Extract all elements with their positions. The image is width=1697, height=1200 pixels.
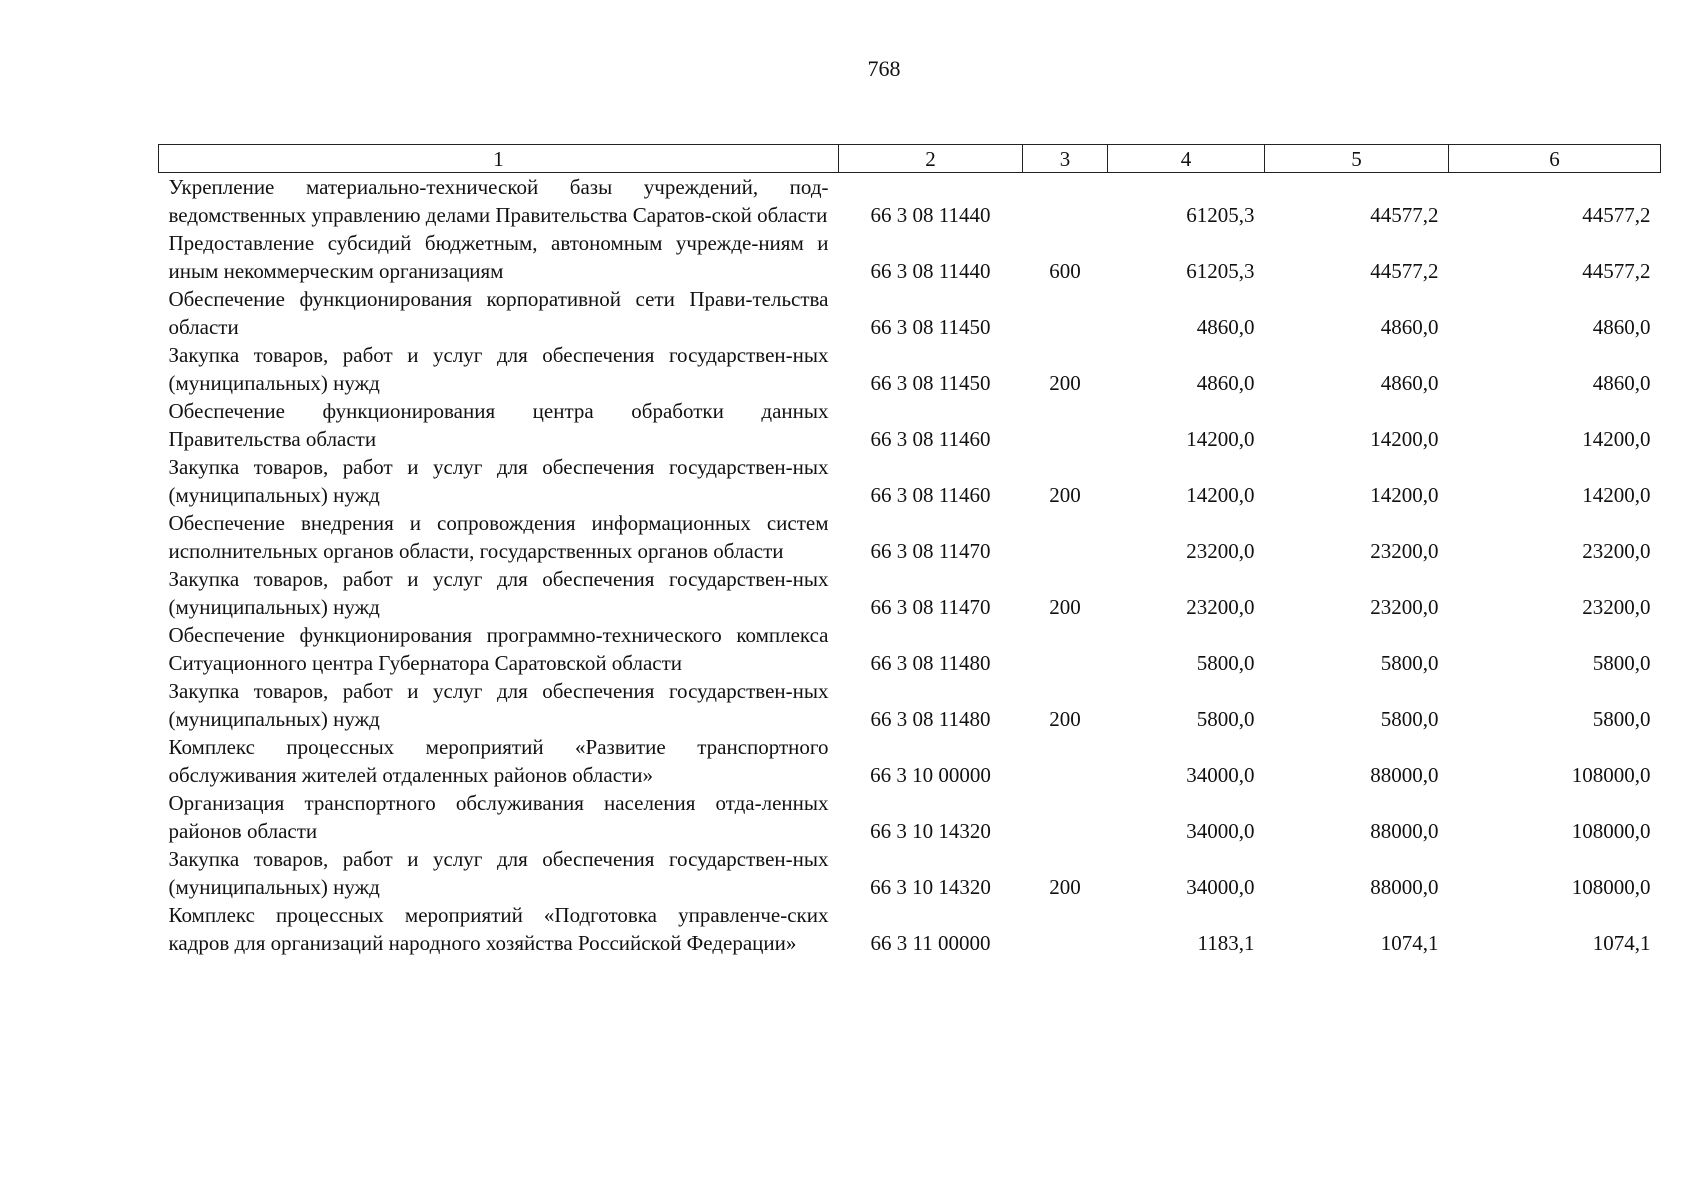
row-value-5: 1074,1 xyxy=(1380,931,1439,955)
row-value-4: 34000,0 xyxy=(1186,875,1255,899)
row-value-6: 108000,0 xyxy=(1571,763,1651,787)
budget-table xyxy=(158,144,1661,957)
table-row xyxy=(159,173,1661,230)
row-name: Укрепление материально-технической базы учреждений, под-ведомственных управлению делами Правительства Саратов-ской области xyxy=(168,175,829,227)
row-code: 66 3 08 11440 xyxy=(870,203,991,227)
table-row xyxy=(159,453,1661,509)
row-value-5: 4860,0 xyxy=(1380,371,1439,395)
row-value-4: 1183,1 xyxy=(1197,931,1255,955)
row-value-5: 23200,0 xyxy=(1370,539,1439,563)
row-value-5: 88000,0 xyxy=(1370,875,1439,899)
row-expense-type: 200 xyxy=(1049,875,1081,899)
row-value-6: 14200,0 xyxy=(1582,427,1651,451)
row-code: 66 3 08 11440 xyxy=(870,259,991,283)
row-expense-type xyxy=(1023,173,1108,230)
row-value-4: 61205,3 xyxy=(1186,259,1255,283)
row-value-6: 23200,0 xyxy=(1582,539,1651,563)
row-name: Комплекс процессных мероприятий «Подготовка управленче-ских кадров для организаций народного хозяйства Российской Федерации» xyxy=(168,903,829,955)
header-col-2: 2 xyxy=(839,145,1023,173)
table-row xyxy=(159,565,1661,621)
row-value-4: 14200,0 xyxy=(1186,483,1255,507)
row-name: Комплекс процессных мероприятий «Развитие транспортного обслуживания жителей отдаленных районов области» xyxy=(168,735,829,787)
row-code: 66 3 08 11460 xyxy=(870,427,991,451)
row-name: Закупка товаров, работ и услуг для обеспечения государствен-ных (муниципальных) нужд xyxy=(168,343,829,395)
row-name: Закупка товаров, работ и услуг для обеспечения государствен-ных (муниципальных) нужд xyxy=(168,847,829,899)
row-value-4: 23200,0 xyxy=(1186,595,1255,619)
table-row xyxy=(159,845,1661,901)
row-expense-type xyxy=(1023,285,1108,341)
row-value-4: 5800,0 xyxy=(1196,651,1255,675)
row-value-4: 5800,0 xyxy=(1196,707,1255,731)
table-row xyxy=(159,285,1661,341)
row-value-6: 1074,1 xyxy=(1592,931,1651,955)
row-name: Закупка товаров, работ и услуг для обеспечения государствен-ных (муниципальных) нужд xyxy=(168,455,829,507)
row-code: 66 3 08 11450 xyxy=(870,315,991,339)
row-expense-type: 200 xyxy=(1049,483,1081,507)
row-expense-type xyxy=(1023,901,1108,957)
table-row xyxy=(159,229,1661,285)
row-expense-type: 200 xyxy=(1049,595,1081,619)
row-value-5: 44577,2 xyxy=(1370,259,1439,283)
row-name: Обеспечение функционирования программно-технического комплекса Ситуационного центра Губернатора Саратовской области xyxy=(168,623,829,675)
header-col-1: 1 xyxy=(159,145,839,173)
row-code: 66 3 08 11470 xyxy=(870,595,991,619)
row-expense-type: 200 xyxy=(1049,707,1081,731)
row-value-6: 108000,0 xyxy=(1571,875,1651,899)
row-value-5: 14200,0 xyxy=(1370,427,1439,451)
table-row xyxy=(159,397,1661,453)
table-body xyxy=(159,173,1661,958)
row-value-6: 108000,0 xyxy=(1571,819,1651,843)
row-expense-type xyxy=(1023,621,1108,677)
row-name: Обеспечение функционирования центра обработки данных Правительства области xyxy=(168,399,829,451)
row-name: Предоставление субсидий бюджетным, автономным учрежде-ниям и иным некоммерческим организациям xyxy=(168,231,829,283)
table-row xyxy=(159,677,1661,733)
row-code: 66 3 08 11470 xyxy=(870,539,991,563)
row-code: 66 3 08 11480 xyxy=(870,707,991,731)
row-value-5: 14200,0 xyxy=(1370,483,1439,507)
row-value-6: 23200,0 xyxy=(1582,595,1651,619)
row-value-4: 34000,0 xyxy=(1186,819,1255,843)
row-value-6: 4860,0 xyxy=(1592,371,1651,395)
row-code: 66 3 10 14320 xyxy=(870,875,991,899)
row-code: 66 3 08 11460 xyxy=(870,483,991,507)
row-value-5: 88000,0 xyxy=(1370,819,1439,843)
header-col-6: 6 xyxy=(1449,145,1661,173)
row-expense-type: 200 xyxy=(1049,371,1081,395)
row-code: 66 3 08 11480 xyxy=(870,651,991,675)
table-row xyxy=(159,621,1661,677)
row-value-6: 4860,0 xyxy=(1592,315,1651,339)
row-value-4: 4860,0 xyxy=(1196,371,1255,395)
row-expense-type xyxy=(1023,397,1108,453)
row-name: Закупка товаров, работ и услуг для обеспечения государствен-ных (муниципальных) нужд xyxy=(168,679,829,731)
table-row xyxy=(159,509,1661,565)
row-value-6: 14200,0 xyxy=(1582,483,1651,507)
row-value-4: 34000,0 xyxy=(1186,763,1255,787)
row-value-4: 61205,3 xyxy=(1186,203,1255,227)
row-name: Организация транспортного обслуживания населения отда-ленных районов области xyxy=(168,791,829,843)
table-row xyxy=(159,789,1661,845)
row-expense-type xyxy=(1023,509,1108,565)
header-row xyxy=(159,145,1661,173)
header-col-5: 5 xyxy=(1265,145,1449,173)
row-value-6: 5800,0 xyxy=(1592,707,1651,731)
row-value-4: 23200,0 xyxy=(1186,539,1255,563)
row-value-5: 23200,0 xyxy=(1370,595,1439,619)
row-value-5: 88000,0 xyxy=(1370,763,1439,787)
row-value-6: 5800,0 xyxy=(1592,651,1651,675)
row-name: Закупка товаров, работ и услуг для обеспечения государствен-ных (муниципальных) нужд xyxy=(168,567,829,619)
row-value-5: 4860,0 xyxy=(1380,315,1439,339)
header-col-3: 3 xyxy=(1023,145,1108,173)
row-expense-type xyxy=(1023,789,1108,845)
row-expense-type xyxy=(1023,733,1108,789)
row-name: Обеспечение внедрения и сопровождения информационных систем исполнительных органов области, государственных органов области xyxy=(168,511,829,563)
row-value-5: 44577,2 xyxy=(1370,203,1439,227)
row-value-4: 4860,0 xyxy=(1196,315,1255,339)
row-value-6: 44577,2 xyxy=(1582,259,1651,283)
row-code: 66 3 11 00000 xyxy=(870,931,991,955)
row-value-6: 44577,2 xyxy=(1582,203,1651,227)
row-code: 66 3 10 00000 xyxy=(870,763,991,787)
row-code: 66 3 10 14320 xyxy=(870,819,991,843)
row-expense-type: 600 xyxy=(1049,259,1081,283)
table-row xyxy=(159,733,1661,789)
table-row xyxy=(159,341,1661,397)
row-name: Обеспечение функционирования корпоративной сети Прави-тельства области xyxy=(168,287,829,339)
header-col-4: 4 xyxy=(1108,145,1265,173)
page-number: 768 xyxy=(867,56,901,81)
row-value-5: 5800,0 xyxy=(1380,707,1439,731)
row-value-4: 14200,0 xyxy=(1186,427,1255,451)
row-code: 66 3 08 11450 xyxy=(870,371,991,395)
table-row xyxy=(159,901,1661,957)
row-value-5: 5800,0 xyxy=(1380,651,1439,675)
